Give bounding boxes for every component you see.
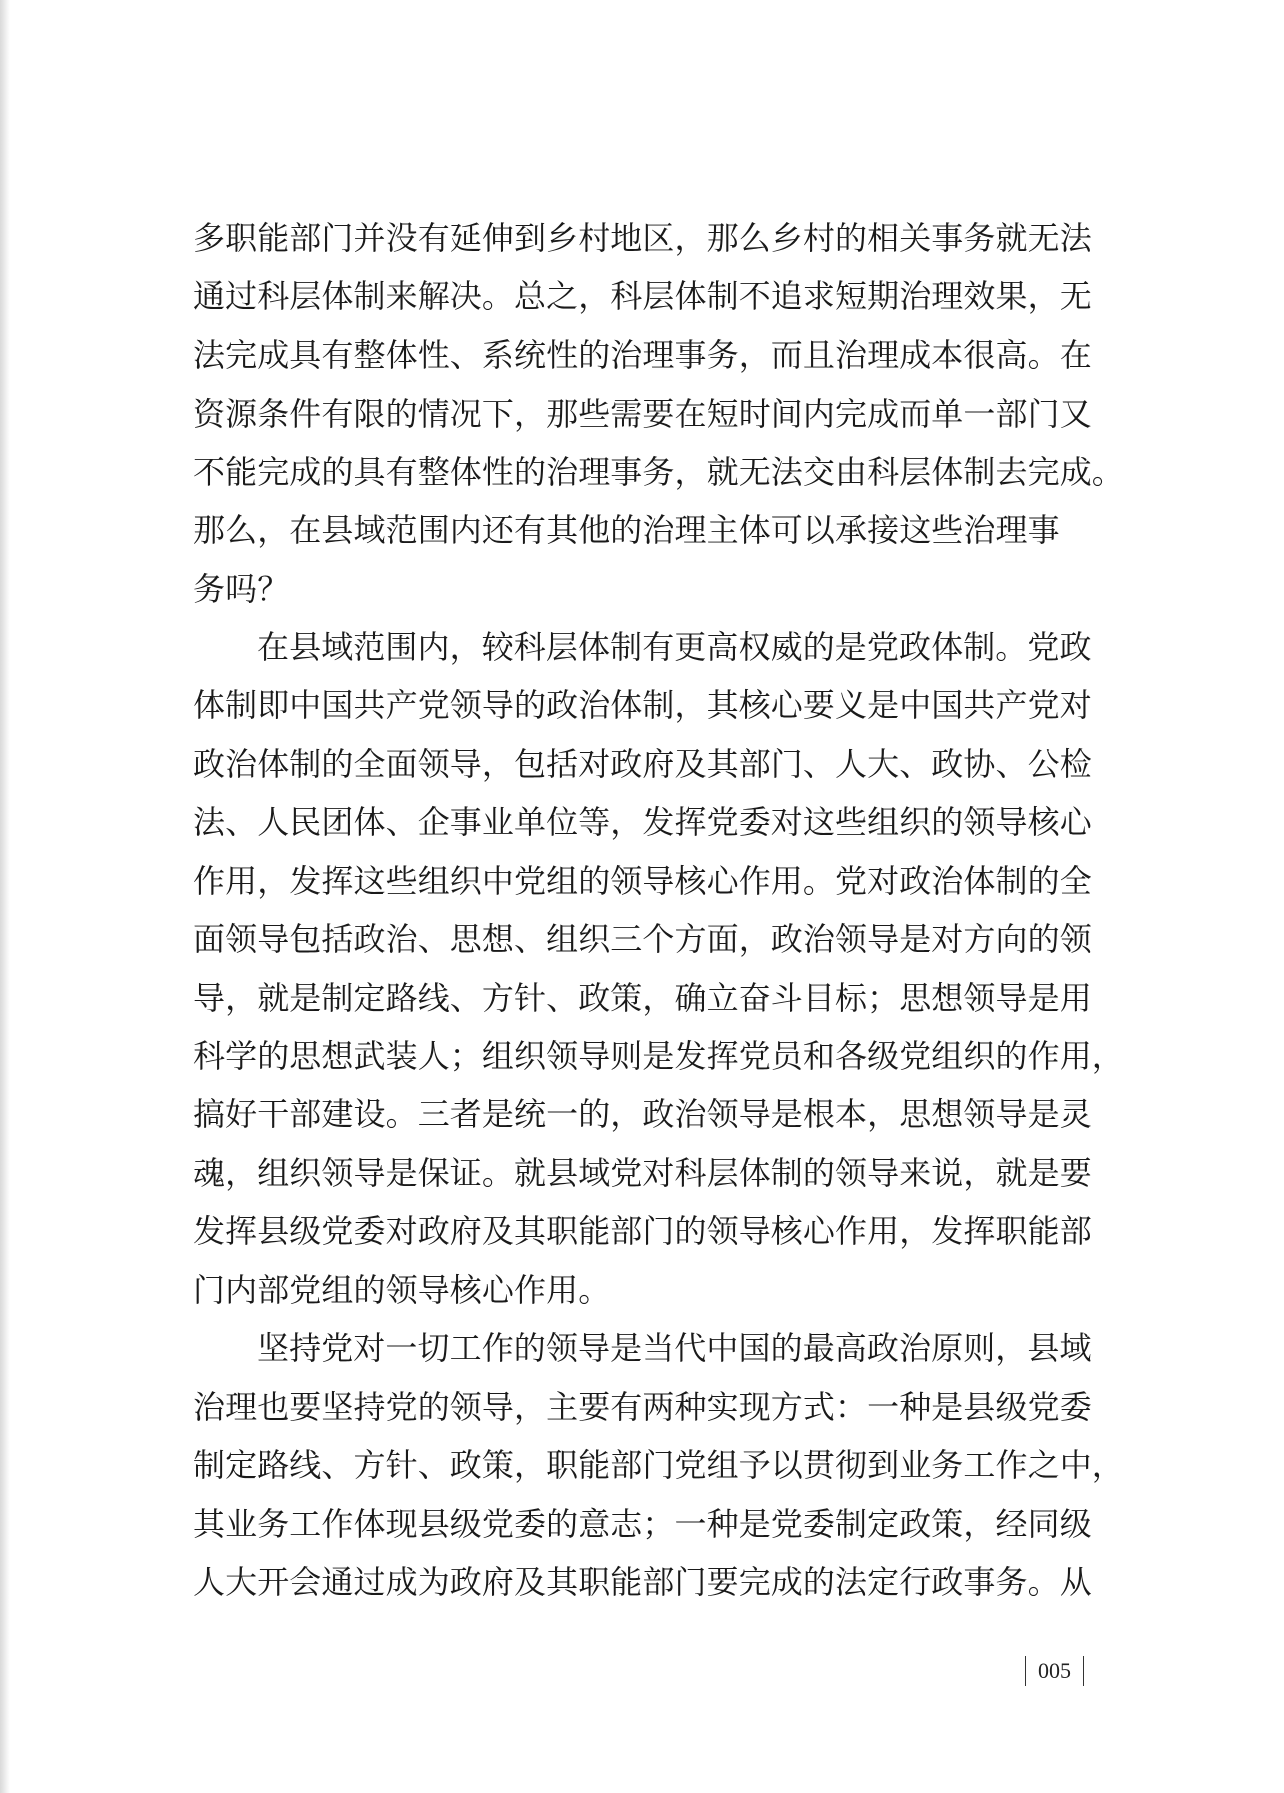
- text-line: 资源条件有限的情况下，那些需要在短时间内完成而单一部门又: [193, 395, 1092, 433]
- text-line: 人大开会通过成为政府及其职能部门要完成的法定行政事务。从: [193, 1563, 1092, 1601]
- text-line: 发挥县级党委对政府及其职能部门的领导核心作用，发挥职能部: [193, 1212, 1092, 1250]
- text-line: 通过科层体制来解决。总之，科层体制不追求短期治理效果，无: [193, 277, 1092, 315]
- text-line: 治理也要坚持党的领导，主要有两种实现方式：一种是县级党委: [193, 1388, 1092, 1426]
- text-line: 导，就是制定路线、方针、政策，确立奋斗目标；思想领导是用: [193, 979, 1092, 1017]
- text-line: 科学的思想武装人；组织领导则是发挥党员和各级党组织的作用，: [193, 1037, 1124, 1075]
- text-line: 不能完成的具有整体性的治理事务，就无法交由科层体制去完成。: [193, 453, 1124, 491]
- text-line: 那么，在县域范围内还有其他的治理主体可以承接这些治理事: [193, 511, 1060, 549]
- text-line: 门内部党组的领导核心作用。: [193, 1271, 611, 1309]
- text-line: 法完成具有整体性、系统性的治理事务，而且治理成本很高。在: [193, 336, 1092, 374]
- paragraph-first-line: 在县域范围内，较科层体制有更高权威的是党政体制。党政: [257, 628, 1092, 666]
- text-line: 魂，组织领导是保证。就县域党对科层体制的领导来说，就是要: [193, 1154, 1092, 1192]
- text-line: 作用，发挥这些组织中党组的领导核心作用。党对政治体制的全: [193, 862, 1092, 900]
- text-line: 其业务工作体现县级党委的意志；一种是党委制定政策，经同级: [193, 1505, 1092, 1543]
- page-number: [1025, 1651, 1084, 1691]
- text-line: 务吗？: [193, 570, 290, 608]
- text-line: 多职能部门并没有延伸到乡村地区，那么乡村的相关事务就无法: [193, 219, 1092, 257]
- paragraph-first-line: 坚持党对一切工作的领导是当代中国的最高政治原则，县域: [257, 1329, 1092, 1367]
- text-line: 法、人民团体、企事业单位等，发挥党委对这些组织的领导核心: [193, 803, 1092, 841]
- page-number-right-rule: [1083, 1656, 1084, 1686]
- page-edge: [0, 0, 10, 1793]
- text-line: 搞好干部建设。三者是统一的，政治领导是根本，思想领导是灵: [193, 1095, 1092, 1133]
- text-line: 面领导包括政治、思想、组织三个方面，政治领导是对方向的领: [193, 920, 1092, 958]
- text-line: 政治体制的全面领导，包括对政府及其部门、人大、政协、公检: [193, 745, 1092, 783]
- text-line: 体制即中国共产党领导的政治体制，其核心要义是中国共产党对: [193, 686, 1092, 724]
- page-number-text: 005: [1038, 1658, 1071, 1683]
- text-line: 制定路线、方针、政策，职能部门党组予以贯彻到业务工作之中，: [193, 1446, 1124, 1484]
